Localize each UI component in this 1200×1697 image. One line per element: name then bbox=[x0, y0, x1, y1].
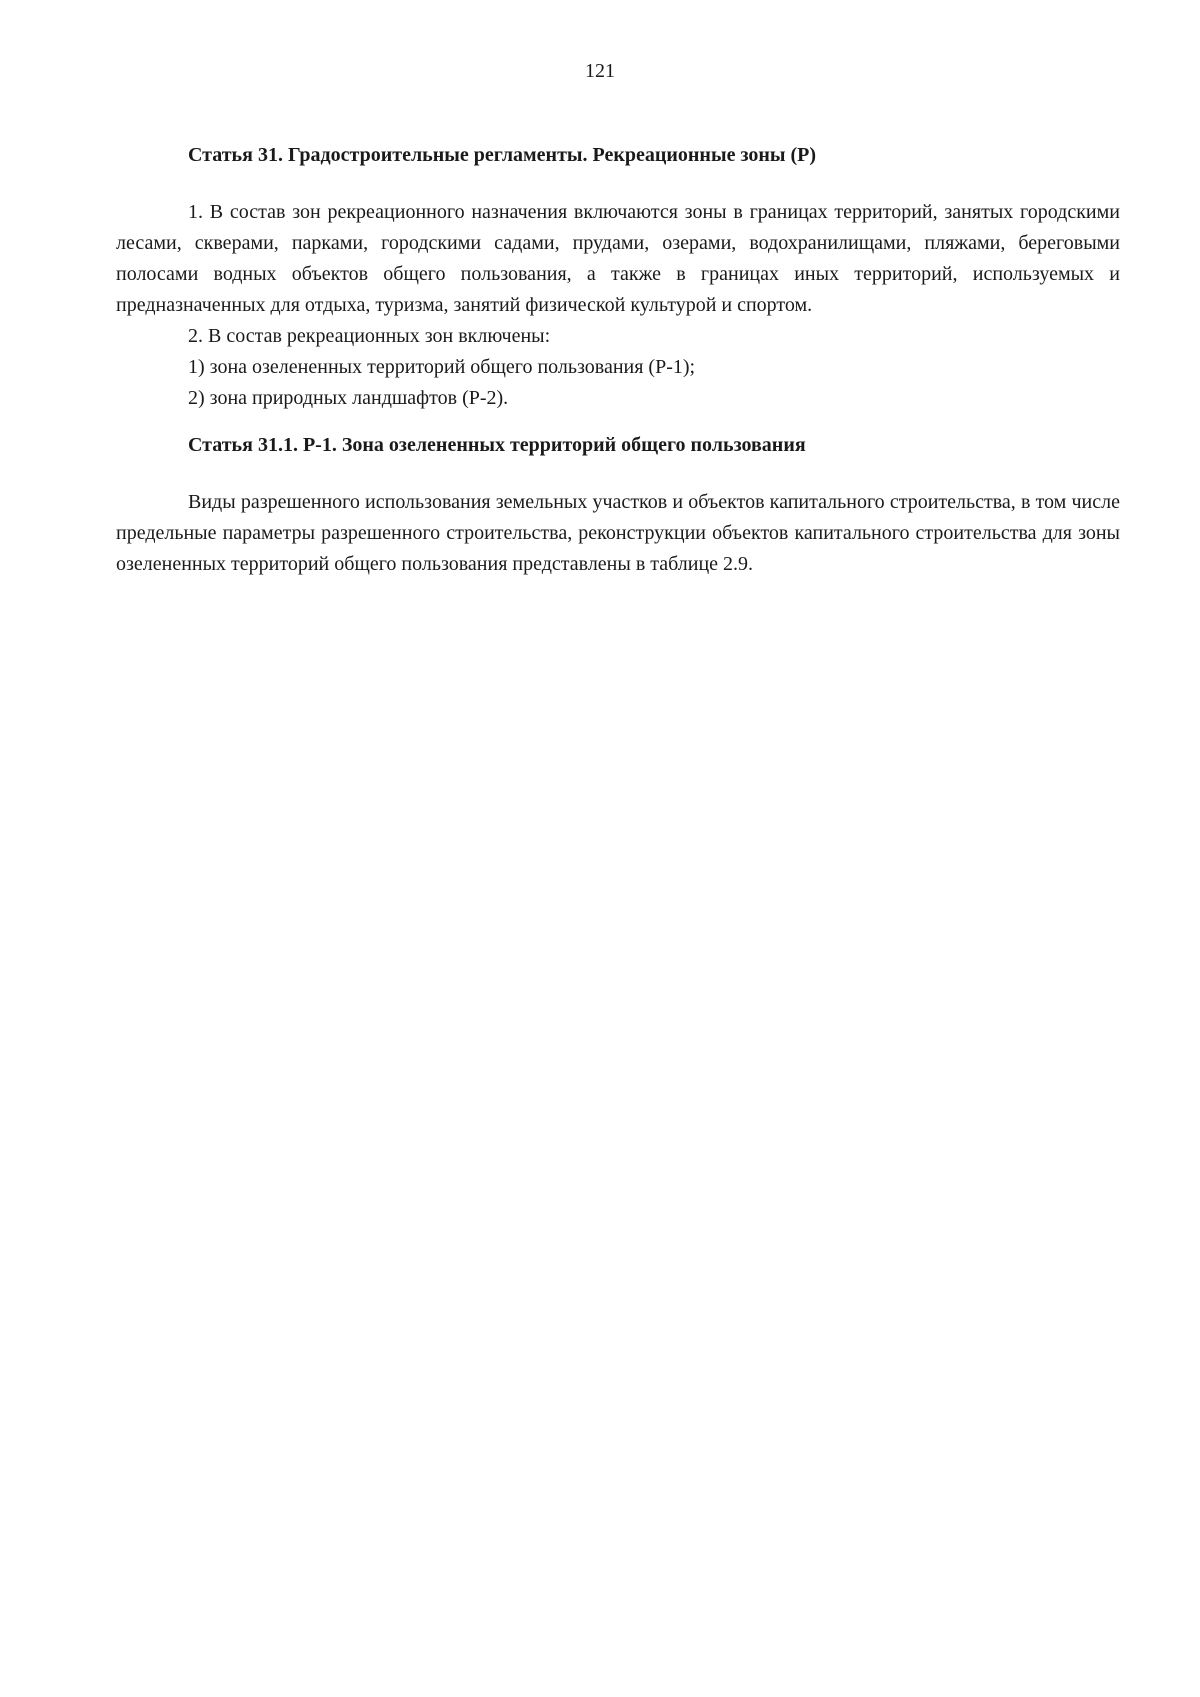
article-31-heading: Статья 31. Градостроительные регламенты. Рекреационные зоны (Р) bbox=[188, 144, 817, 166]
list-item: 2) зона природных ландшафтов (Р-2). bbox=[188, 387, 509, 409]
article-31-paragraph-1: 1. В состав зон рекреационного назначения включаются зоны в границах территорий, занятых городскими лесами, скверами, парками, городскими садами, прудами, озерами, водохранилищами, пляжами, береговыми полосами водных объектов общего пользования, а также в границах иных территорий, используемых и предназначенных для отдыха, туризма, занятий физической культурой и спортом. bbox=[116, 201, 1120, 316]
page-number: 121 bbox=[585, 60, 615, 82]
article-31-1-paragraph: Виды разрешенного использования земельных участков и объектов капитального строительства, в том числе предельные параметры разрешенного строительства, реконструкции объектов капитального строительства для зоны озелененных территорий общего пользования представлены в таблице 2.9. bbox=[116, 491, 1120, 575]
page-content bbox=[116, 140, 1120, 580]
list-item: 1) зона озелененных территорий общего пользования (Р-1); bbox=[188, 356, 696, 378]
article-31-1-heading: Статья 31.1. Р-1. Зона озелененных территорий общего пользования bbox=[188, 434, 806, 456]
article-31-paragraph-2: 2. В состав рекреационных зон включены: bbox=[188, 325, 551, 347]
